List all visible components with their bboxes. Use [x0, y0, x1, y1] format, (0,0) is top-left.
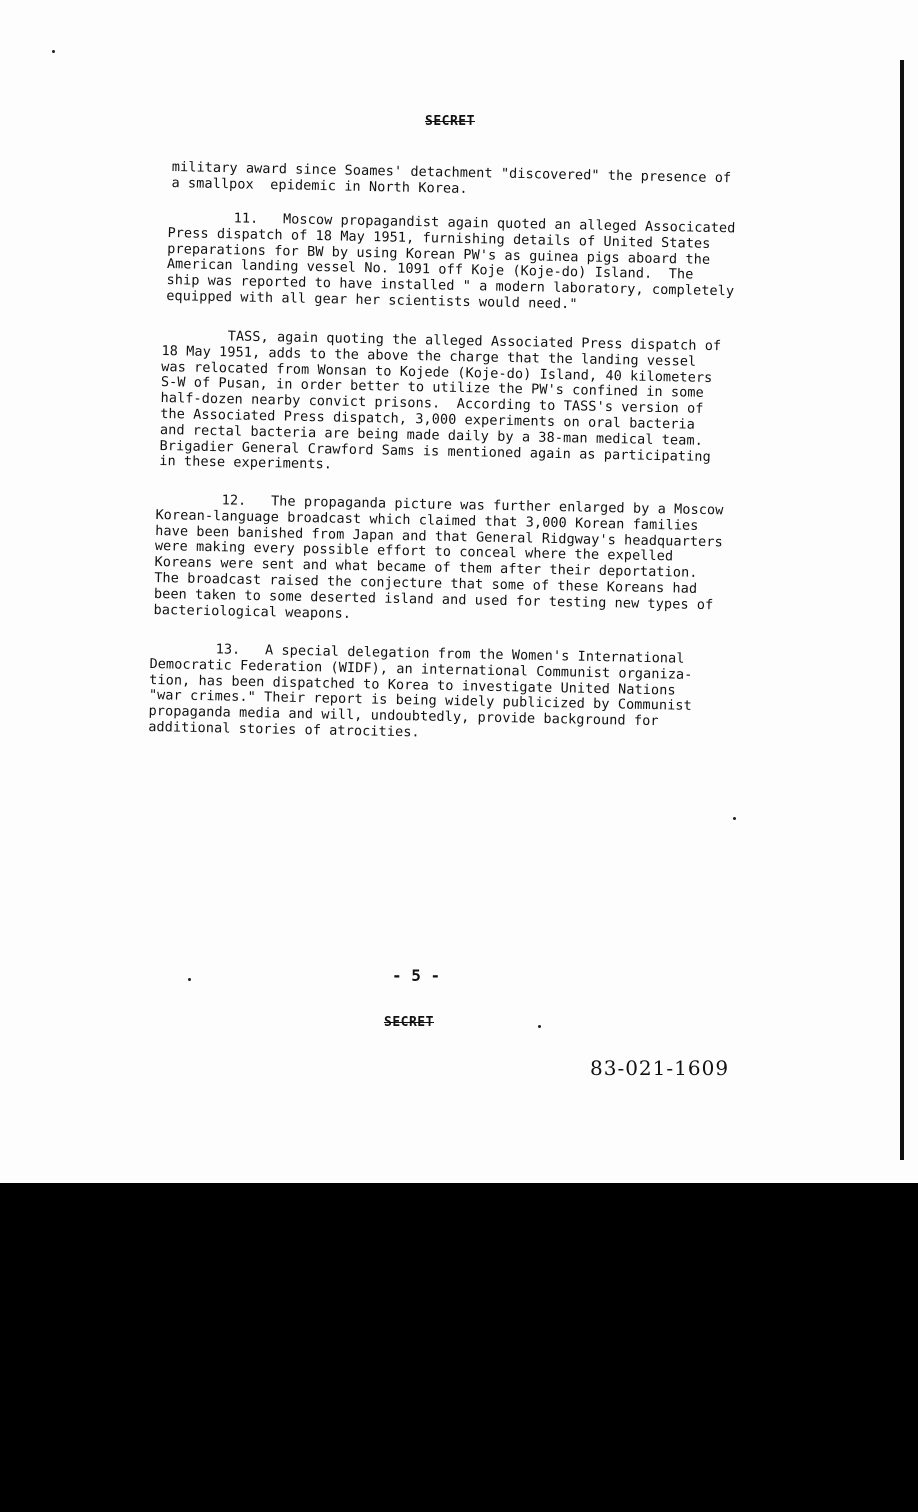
document-number: 83-021-1609	[590, 1056, 730, 1080]
scan-speck	[733, 817, 736, 820]
page-number: - 5 -	[392, 966, 441, 985]
paragraph-11: 11. Moscow propagandist again quoted an alleged Associcated Press dispatch of 18 May 1951, furnishing details of United States preparations for BW by using Korean PW's as guinea pigs aboard the American landing vessel No. 1091 off Koje (Koje-do) Island. The ship was reported to have installed " a modern laboratory, completely equipped with all gear her scientists would need."	[166, 209, 736, 313]
scan-speck	[52, 50, 55, 53]
footer-classification: SECRET	[384, 1015, 434, 1030]
paragraph-13: 13. A special delegation from the Women's International Democratic Federation (WIDF), an international Communist organiza- tion, has been dispatched to Korea to investigate United Nations "war crimes." Their report is being widely publicized by Communist propaganda media and will, undoubtedly, provide background for additional stories of atrocities.	[148, 640, 693, 741]
paragraph-12: 12. The propaganda picture was further enlarged by a Moscow Korean-language broadcast which claimed that 3,000 Korean families have been banished from Japan and that General Ridgway's headquarters were making every possible effort to conceal where the expelled Koreans were sent and what became of them after their deportation. The broadcast raised the conjecture that some of these Koreans had been taken to some deserted island and used for testing new types of bacteriological weapons.	[153, 491, 724, 622]
scan-speck	[188, 978, 191, 981]
scan-border	[0, 1183, 918, 1512]
scan-edge	[900, 60, 904, 1160]
paragraph-continuation: military award since Soames' detachment "discovered" the presence of a smallpox epidemic in North Korea.	[171, 159, 732, 197]
scan-speck	[538, 1025, 541, 1028]
paragraph-tass: TASS, again quoting the alleged Associated Press dispatch of 18 May 1951, adds to the above the charge that the landing vessel was relocated from Wonsan to Kojede (Koje-do) Island, 40 kilometers S-W of Pusan, in order better to utilize the PW's confined in some half-dozen nearby convict prisons. According to TASS's version of the Associated Press dispatch, 3,000 experiments on oral bacteria and rectal bacteria are being made daily by a 38-man medical team. Brigadier General Crawford Sams is mentioned again as participating in these experiments.	[159, 327, 722, 473]
header-classification: SECRET	[425, 114, 475, 129]
